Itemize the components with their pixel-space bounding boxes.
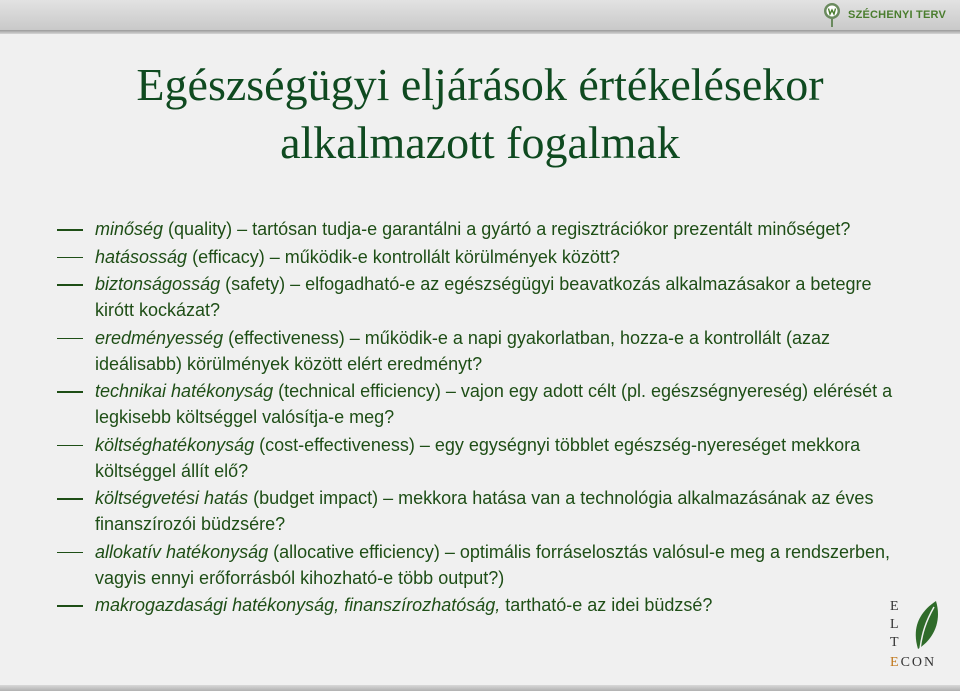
concept-term: allokatív hatékonyság bbox=[95, 541, 269, 562]
elte-econ-logo bbox=[886, 597, 946, 677]
list-item bbox=[0, 485, 900, 537]
elte-letter: L bbox=[890, 617, 899, 632]
concept-term: hatásosság bbox=[95, 246, 188, 267]
top-header-bar bbox=[0, 0, 960, 30]
list-item bbox=[0, 432, 900, 484]
szechenyi-terv-text: SZÉCHENYI TERV bbox=[848, 9, 946, 21]
elte-letter: T bbox=[890, 635, 899, 650]
concept-term: biztonságosság bbox=[95, 274, 221, 294]
slide-title bbox=[40, 56, 920, 172]
dash-bullet-icon bbox=[57, 391, 83, 393]
concept-list bbox=[0, 216, 900, 620]
concept-description: (technical efficiency) – vajon egy adott célt (pl. egészségnyereség) elérését a legkisebb költséggel valósítja-e meg? bbox=[95, 381, 893, 427]
elte-letter: E bbox=[890, 599, 899, 614]
concept-description: tartható-e az idei büdzsé? bbox=[500, 595, 713, 615]
dash-bullet-icon bbox=[57, 552, 83, 554]
list-item bbox=[0, 325, 900, 377]
concept-description: (quality) – tartósan tudja-e garantálni a gyártó a regisztrációkor prezentált minőséget? bbox=[163, 219, 851, 239]
szechenyi-terv-logo bbox=[820, 2, 946, 28]
concept-term: minőség bbox=[95, 219, 164, 239]
concept-term: költségvetési hatás bbox=[95, 488, 249, 508]
dash-bullet-icon bbox=[57, 338, 83, 340]
dash-bullet-icon bbox=[57, 284, 83, 286]
concept-description: (budget impact) – mekkora hatása van a technológia alkalmazásának az éves finanszírozói büdzsére? bbox=[95, 488, 874, 534]
concept-term: költséghatékonyság bbox=[95, 434, 255, 455]
list-item bbox=[0, 244, 900, 270]
concept-term: eredményesség bbox=[95, 327, 224, 348]
dash-bullet-icon bbox=[57, 229, 83, 231]
list-item bbox=[0, 216, 900, 242]
econ-wordmark: ECON bbox=[890, 655, 937, 670]
title-line-2: alkalmazott fogalmak bbox=[280, 117, 680, 168]
list-item bbox=[0, 539, 900, 591]
concept-description: (cost-effectiveness) – egy egységnyi többlet egészség-nyereséget mekkora költséggel állít elő? bbox=[95, 434, 861, 481]
list-item bbox=[0, 271, 900, 323]
concept-description: (allocative efficiency) – optimális forráselosztás valósul-e meg a rendszerben, vagyis ennyi erőforrásból kihozható-e több output?) bbox=[95, 541, 891, 588]
dash-bullet-icon bbox=[57, 498, 83, 500]
dash-bullet-icon bbox=[57, 257, 83, 259]
concept-description: (safety) – elfogadható-e az egészségügyi beavatkozás alkalmazásakor a betegre kirótt kockázat? bbox=[95, 274, 872, 320]
bottom-bar bbox=[0, 685, 960, 691]
dash-bullet-icon bbox=[57, 605, 83, 607]
top-divider-line bbox=[0, 30, 960, 34]
dash-bullet-icon bbox=[57, 445, 83, 447]
concept-term: technikai hatékonyság bbox=[95, 381, 274, 401]
title-line-1: Egészségügyi eljárások értékelésekor bbox=[136, 59, 824, 110]
list-item bbox=[0, 378, 900, 430]
list-item bbox=[0, 592, 900, 618]
concept-term: makrogazdasági hatékonyság, finanszírozhatóság, bbox=[95, 595, 501, 615]
leaf-icon bbox=[910, 599, 942, 653]
concept-description: (effectiveness) – működik-e a napi gyakorlatban, hozza-e a kontrollált (azaz ideálisabb) körülmények között elért eredményt? bbox=[95, 327, 831, 374]
concept-description: (efficacy) – működik-e kontrollált körülmények között? bbox=[187, 246, 620, 267]
szechenyi-terv-mark-icon bbox=[820, 2, 844, 28]
